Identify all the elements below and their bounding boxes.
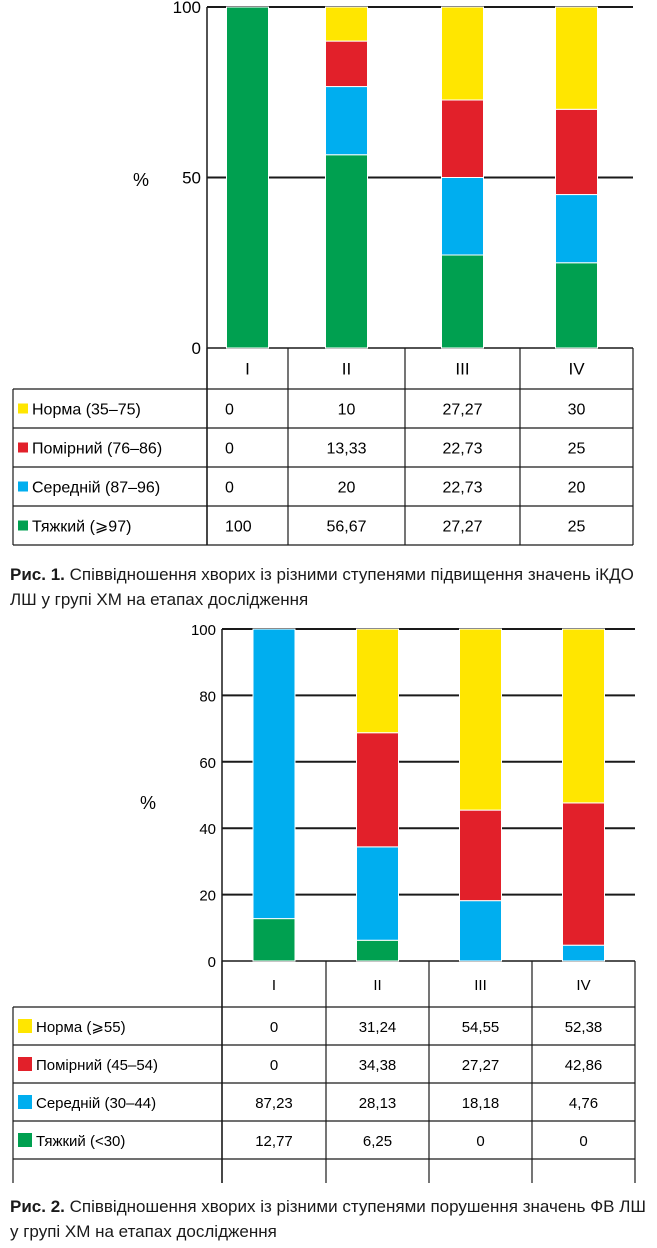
c2-bar-segment [460, 901, 502, 961]
c1-x-tick-label: III [455, 359, 470, 379]
c1-y-tick-label: 0 [191, 339, 201, 358]
c2-legend-label: Норма (⩾55) [36, 1019, 126, 1036]
c1-data-label: 22,73 [442, 479, 483, 497]
c2-y-axis-label: % [139, 793, 157, 813]
c1-bar-segment [326, 87, 368, 155]
c1-bar-segment [442, 7, 484, 100]
c2-legend-label: Тяжкий (<30) [36, 1133, 126, 1150]
c1-legend-swatch [18, 443, 28, 453]
c1-data-label: 20 [567, 479, 586, 497]
c1-bar-segment [326, 7, 368, 41]
c1-bar-segment [442, 178, 484, 256]
c1-data-label: 25 [567, 440, 586, 458]
c1-data-label: 27,27 [442, 401, 483, 419]
c1-x-tick-label: IV [568, 359, 585, 379]
c2-bar-segment [563, 803, 605, 945]
c1-legend-label: Середній (87–96) [32, 479, 161, 497]
c1-data-label: 20 [337, 479, 356, 497]
c2-bar-segment [357, 629, 399, 733]
c1-x-tick-label: I [245, 359, 250, 379]
c2-legend-swatch [18, 1133, 32, 1147]
caption-2-text: Співвідношення хворих із різними ступенями порушення значень ФВ ЛШ у групі ХМ на етапах дослідження [10, 1197, 646, 1241]
c1-bar-segment [556, 195, 598, 263]
c2-data-label: 0 [579, 1133, 588, 1150]
c2-data-label: 0 [269, 1057, 279, 1074]
caption-1-text: Співвідношення хворих із різними ступенями підвищення значень іКДО ЛШ у групі ХМ на етапах дослідження [10, 565, 634, 609]
c2-bar-segment [460, 629, 502, 810]
c2-y-tick-label: 20 [199, 887, 216, 905]
c2-data-label: 6,25 [362, 1133, 393, 1150]
c1-bar-segment [442, 100, 484, 178]
caption-1-label: Рис. 1. [10, 565, 65, 584]
c2-data-label: 0 [476, 1133, 485, 1150]
caption-2-label: Рис. 2. [10, 1197, 65, 1216]
c1-data-label: 0 [225, 440, 234, 458]
c2-x-tick-label: II [373, 977, 382, 994]
c2-y-tick-label: 80 [199, 688, 216, 706]
c2-data-label: 0 [269, 1019, 279, 1036]
c2-y-tick-label: 100 [190, 622, 216, 639]
c1-data-label: 0 [225, 401, 234, 419]
c2-legend-label: Помірний (45–54) [36, 1057, 159, 1074]
c1-data-label: 13,33 [326, 440, 367, 458]
c1-legend-label: Тяжкий (⩾97) [32, 518, 132, 536]
c2-x-tick-label: IV [576, 977, 591, 994]
c2-y-tick-label: 60 [199, 754, 216, 772]
c1-y-axis-label: % [132, 170, 150, 190]
c1-data-label: 22,73 [442, 440, 483, 458]
c1-data-label: 0 [225, 479, 234, 497]
c1-data-label: 25 [567, 518, 586, 536]
c1-bar-segment [556, 263, 598, 348]
c2-data-label: 4,76 [568, 1095, 599, 1112]
c2-data-label: 52,38 [564, 1019, 603, 1036]
c2-y-tick-label: 0 [207, 954, 216, 971]
c1-data-label: 27,27 [442, 518, 483, 536]
c2-y-tick-label: 40 [199, 821, 216, 839]
c1-data-label: 10 [337, 401, 356, 419]
c1-bar-segment [326, 41, 368, 86]
c2-bar-segment [357, 733, 399, 847]
c2-data-label: 87,23 [255, 1095, 293, 1112]
c1-y-tick-label: 100 [172, 0, 201, 17]
c2-bar-segment [563, 629, 605, 803]
c2-data-label: 28,13 [358, 1095, 397, 1112]
caption-1 [10, 562, 650, 612]
c2-data-label: 42,86 [564, 1057, 603, 1074]
c1-bar-segment [556, 7, 598, 109]
c2-bar-segment [357, 940, 399, 961]
c2-legend-label: Середній (30–44) [36, 1095, 157, 1112]
c2-bar-segment [563, 945, 605, 961]
c2-data-label: 27,27 [461, 1057, 500, 1074]
c2-data-label: 12,77 [255, 1133, 293, 1150]
chart-1 [0, 0, 657, 560]
c2-data-label: 18,18 [461, 1095, 500, 1112]
c1-bar-segment [326, 155, 368, 348]
c2-bar-segment [253, 629, 295, 919]
c2-data-label: 34,38 [358, 1057, 397, 1074]
c1-data-label: 100 [225, 518, 252, 536]
c1-legend-swatch [18, 521, 28, 531]
c2-legend-swatch [18, 1057, 32, 1071]
chart-2 [0, 612, 657, 1197]
c1-legend-swatch [18, 404, 28, 414]
c2-bar-segment [357, 847, 399, 940]
c1-y-tick-label: 50 [182, 168, 201, 188]
c1-data-label: 56,67 [326, 518, 367, 536]
c2-x-tick-label: III [474, 977, 487, 994]
c1-x-tick-label: II [341, 359, 352, 379]
c1-bar-segment [442, 255, 484, 348]
c1-bar-segment [556, 109, 598, 194]
c2-bar-segment [253, 919, 295, 961]
c1-legend-label: Норма (35–75) [32, 401, 141, 419]
c1-legend-label: Помірний (76–86) [32, 440, 163, 458]
c2-bar-segment [460, 810, 502, 901]
c2-data-label: 54,55 [461, 1019, 500, 1036]
c2-legend-swatch [18, 1095, 32, 1109]
c2-data-label: 31,24 [358, 1019, 397, 1036]
c1-bar-segment [227, 7, 269, 348]
caption-2 [10, 1194, 650, 1244]
c1-legend-swatch [18, 482, 28, 492]
c2-legend-swatch [18, 1019, 32, 1033]
c1-data-label: 30 [567, 401, 586, 419]
c2-x-tick-label: I [271, 977, 277, 994]
